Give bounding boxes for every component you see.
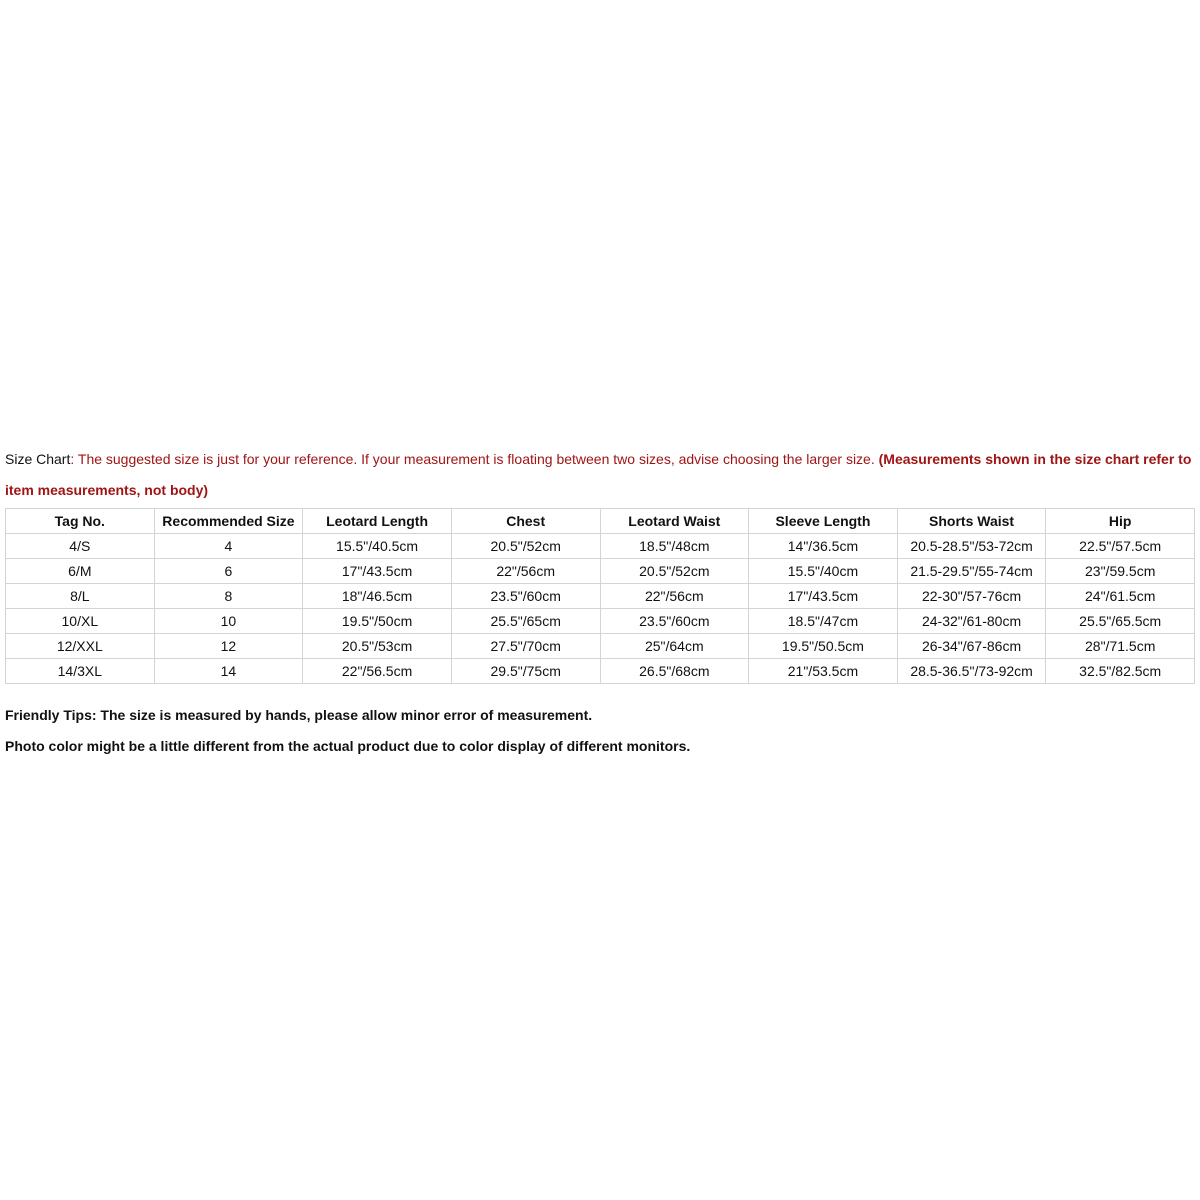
table-cell: 14 [154,659,303,684]
table-header-row [6,509,1195,534]
friendly-tip: Friendly Tips: The size is measured by hands, please allow minor error of measurement. [5,707,593,723]
column-header: Leotard Length [303,509,452,534]
table-cell: 21.5-29.5"/55-74cm [897,559,1046,584]
column-header: Hip [1046,509,1195,534]
table-cell: 17"/43.5cm [749,584,898,609]
table-cell: 22"/56cm [600,584,749,609]
table-cell: 24"/61.5cm [1046,584,1195,609]
table-cell: 24-32"/61-80cm [897,609,1046,634]
table-cell: 22-30"/57-76cm [897,584,1046,609]
table-cell: 22"/56.5cm [303,659,452,684]
table-cell: 12/XXL [6,634,155,659]
table-cell: 15.5"/40cm [749,559,898,584]
table-cell: 32.5"/82.5cm [1046,659,1195,684]
table-cell: 22.5"/57.5cm [1046,534,1195,559]
table-cell: 18.5"/47cm [749,609,898,634]
table-row [6,609,1195,634]
size-chart-note: : The suggested size is just for your reference. If your measurement is floating between two sizes, advise choosing the larger size. [70,451,879,467]
table-row [6,634,1195,659]
table-cell: 23.5"/60cm [451,584,600,609]
table-cell: 4 [154,534,303,559]
table-cell: 17"/43.5cm [303,559,452,584]
table-row [6,559,1195,584]
column-header: Leotard Waist [600,509,749,534]
table-cell: 29.5"/75cm [451,659,600,684]
color-tip: Photo color might be a little different from the actual product due to color display of different monitors. [5,738,691,754]
table-cell: 21"/53.5cm [749,659,898,684]
table-row [6,584,1195,609]
tips [5,700,690,762]
table-cell: 8 [154,584,303,609]
table-cell: 20.5-28.5"/53-72cm [897,534,1046,559]
table-cell: 20.5"/52cm [451,534,600,559]
table-cell: 26-34"/67-86cm [897,634,1046,659]
table-cell: 15.5"/40.5cm [303,534,452,559]
table-cell: 6/M [6,559,155,584]
table-cell: 14/3XL [6,659,155,684]
table-row [6,659,1195,684]
table-cell: 14"/36.5cm [749,534,898,559]
column-header: Tag No. [6,509,155,534]
table-cell: 23"/59.5cm [1046,559,1195,584]
table-cell: 19.5"/50cm [303,609,452,634]
table-cell: 10/XL [6,609,155,634]
column-header: Chest [451,509,600,534]
table-cell: 18"/46.5cm [303,584,452,609]
table-cell: 27.5"/70cm [451,634,600,659]
column-header: Shorts Waist [897,509,1046,534]
table-cell: 20.5"/53cm [303,634,452,659]
column-header: Sleeve Length [749,509,898,534]
table-cell: 8/L [6,584,155,609]
table-cell: 10 [154,609,303,634]
table-cell: 26.5"/68cm [600,659,749,684]
table-cell: 25.5"/65.5cm [1046,609,1195,634]
column-header: Recommended Size [154,509,303,534]
table-row [6,534,1195,559]
table-cell: 25"/64cm [600,634,749,659]
table-cell: 25.5"/65cm [451,609,600,634]
size-chart-intro [5,444,1195,506]
table-cell: 6 [154,559,303,584]
table-cell: 28"/71.5cm [1046,634,1195,659]
size-chart-label: Size Chart [5,451,71,467]
size-table [5,508,1195,684]
table-cell: 20.5"/52cm [600,559,749,584]
size-chart-bold-note: (Measurements shown in the size chart refer to item measurements, not body) [5,451,1192,498]
table-cell: 19.5"/50.5cm [749,634,898,659]
table-cell: 4/S [6,534,155,559]
table-cell: 23.5"/60cm [600,609,749,634]
table-cell: 12 [154,634,303,659]
table-cell: 28.5-36.5"/73-92cm [897,659,1046,684]
table-cell: 18.5"/48cm [600,534,749,559]
table-cell: 22"/56cm [451,559,600,584]
